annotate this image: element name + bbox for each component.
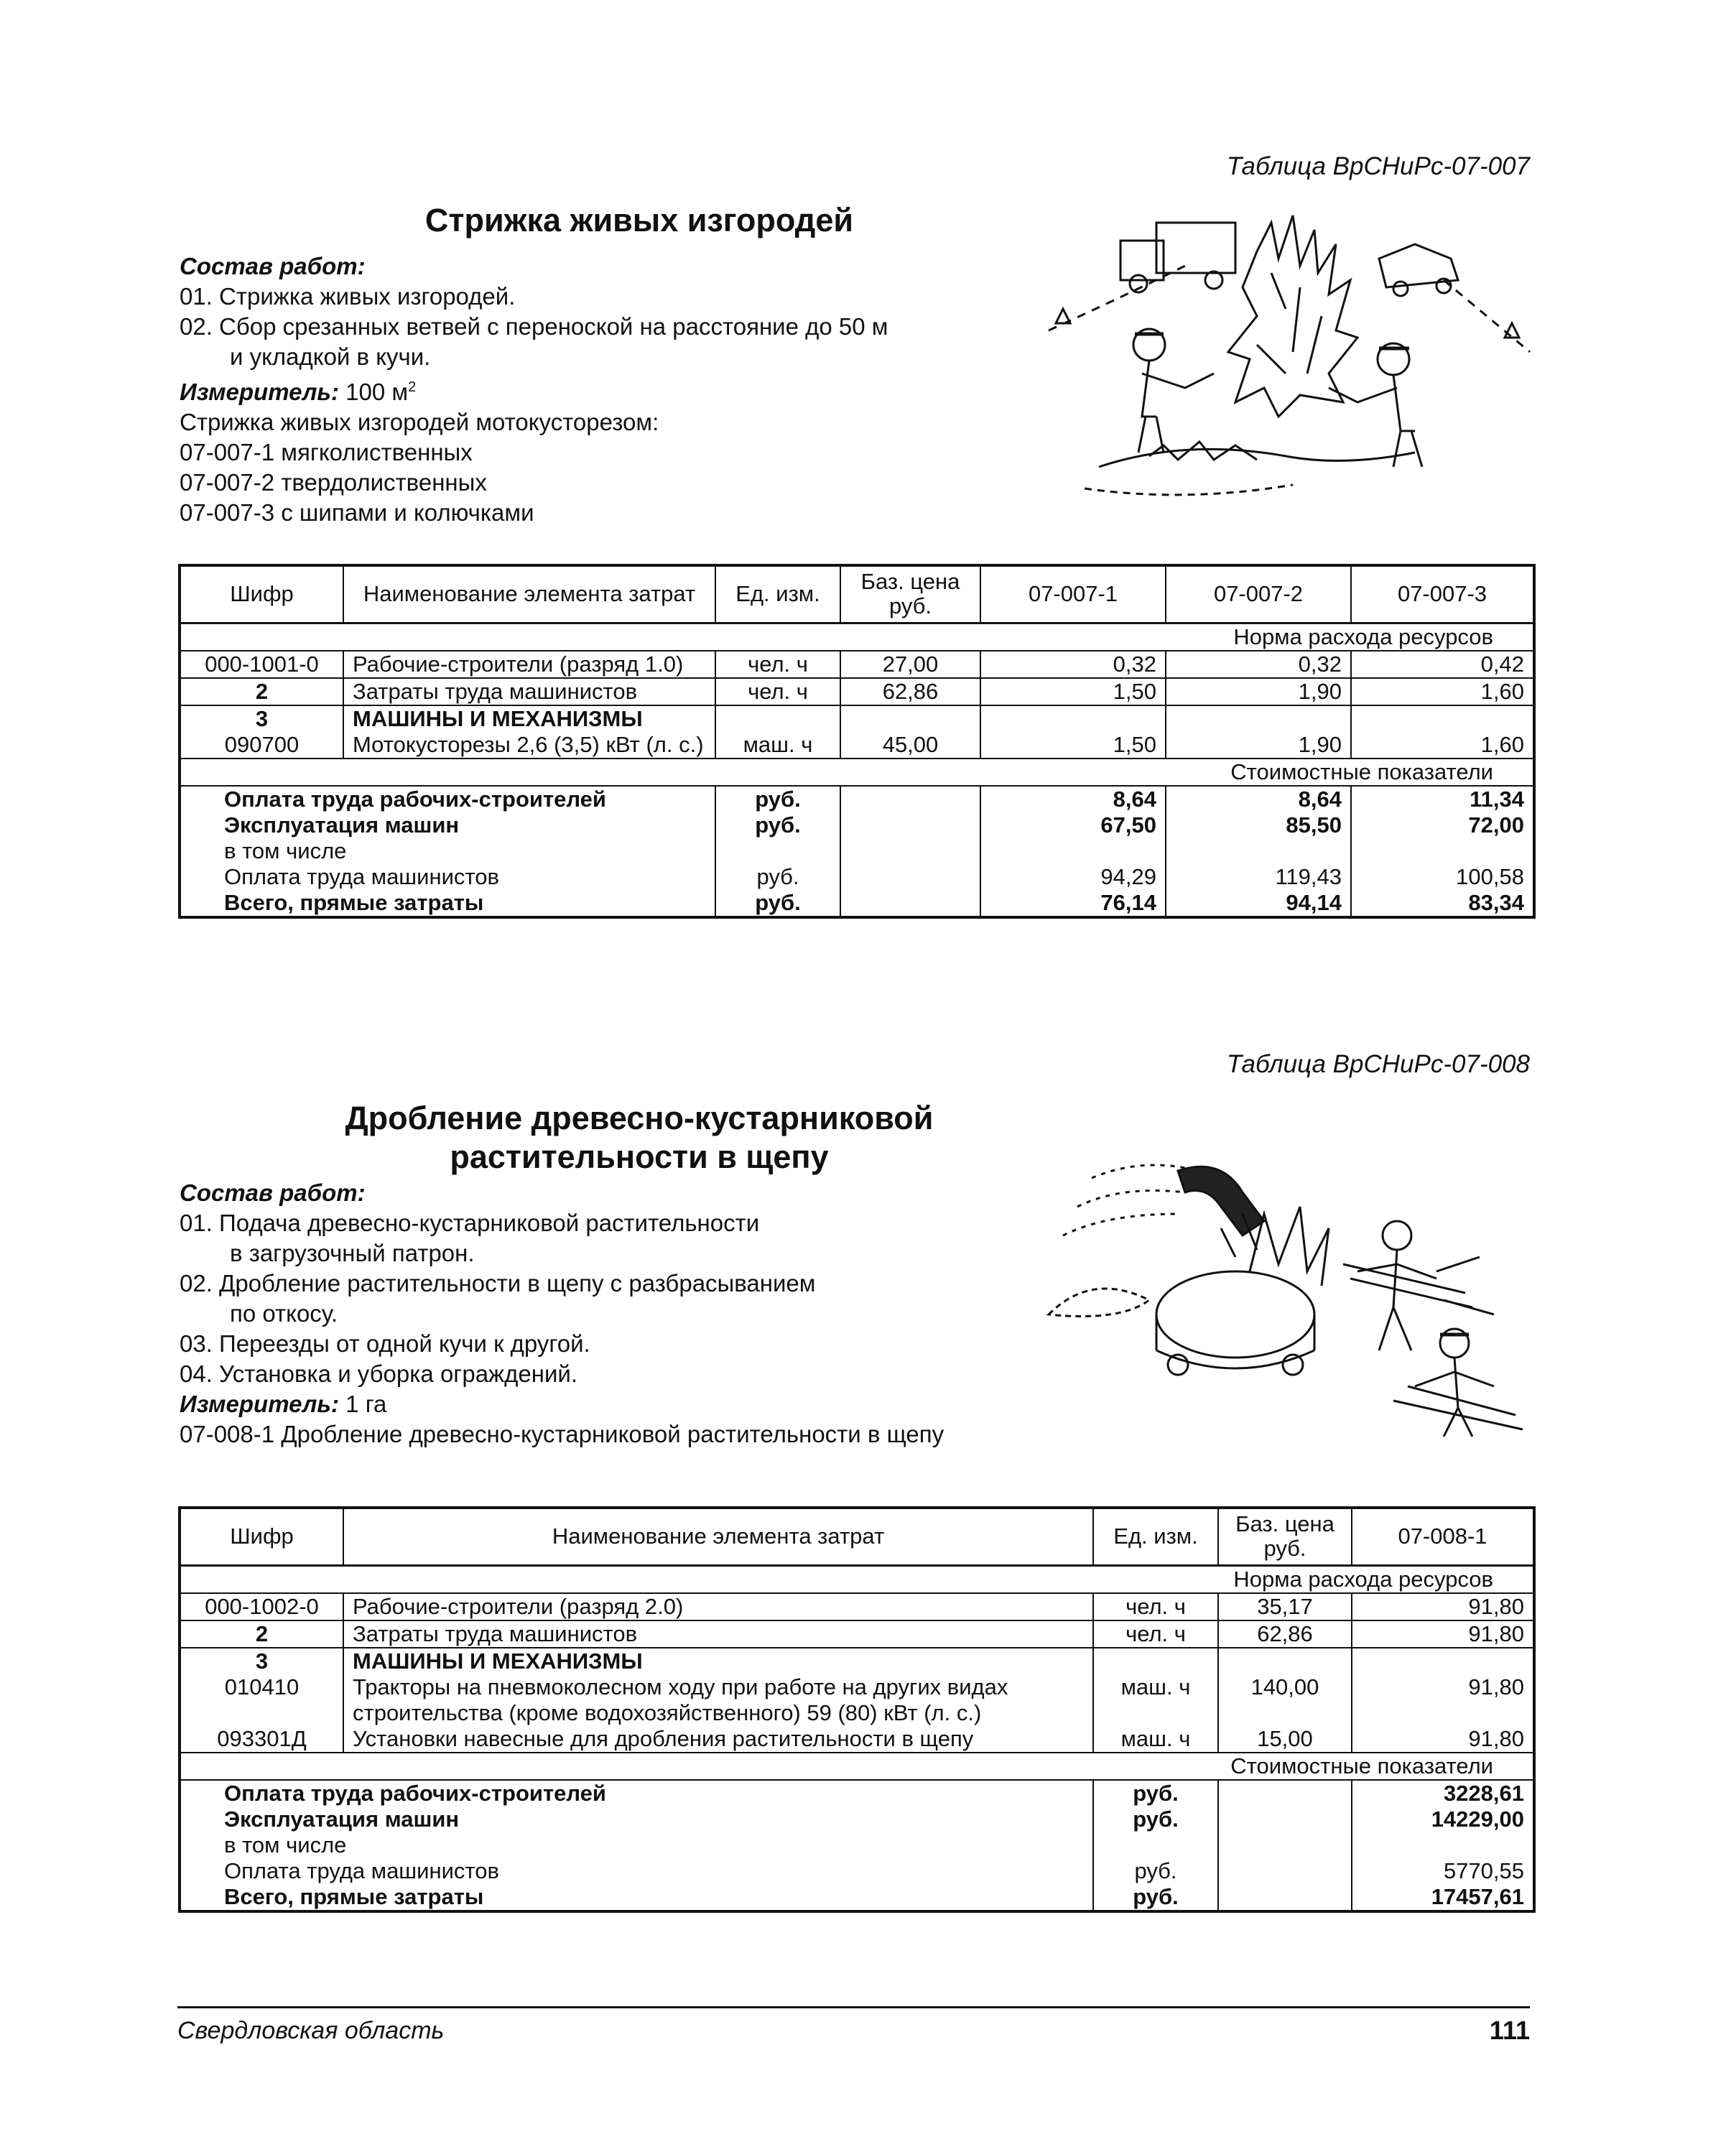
header-col3: 07-007-3 xyxy=(1351,565,1534,623)
composition-item: 02. Дробление растительности в щепу с разбрасыванием xyxy=(180,1270,816,1297)
header-col1: 07-007-1 xyxy=(980,565,1166,623)
totals-block xyxy=(180,786,1534,917)
header-price: Баз. цена руб. xyxy=(840,565,980,623)
measure-value: 1 га xyxy=(345,1391,387,1417)
composition-heading: Состав работ: xyxy=(180,253,366,279)
total-unit: руб. xyxy=(756,863,799,889)
footer-region: Свердловская область xyxy=(177,2017,445,2044)
total-unit: руб. xyxy=(1133,1806,1179,1832)
hedge-trimming-illustration xyxy=(1041,208,1537,510)
table-row xyxy=(180,651,1534,678)
norm-header: Норма расхода ресурсов xyxy=(180,623,1534,651)
row-code: 010410 xyxy=(224,1674,300,1699)
total-value: 76,14 xyxy=(1100,889,1156,915)
totals-block xyxy=(180,1780,1534,1911)
measure-sup: 2 xyxy=(408,379,417,395)
cost-table-07-008 xyxy=(178,1506,1536,1913)
total-value: 17457,61 xyxy=(1431,1883,1524,1909)
total-value: 67,50 xyxy=(1100,812,1156,838)
section-title-line: Дробление древесно-кустарниковой xyxy=(345,1100,934,1136)
cost-header-row xyxy=(180,1753,1534,1780)
row-price: 62,86 xyxy=(1218,1620,1352,1648)
total-label: в том числе xyxy=(224,1832,347,1858)
row-unit: маш. ч xyxy=(1120,1725,1191,1751)
header-col2: 07-007-2 xyxy=(1166,565,1351,623)
row-value: 0,32 xyxy=(1166,651,1351,678)
work-composition xyxy=(180,1178,1077,1450)
row-name: Затраты труда машинистов xyxy=(343,1620,1093,1648)
row-value: 91,80 xyxy=(1468,1725,1524,1751)
group-code: 3 xyxy=(255,1648,269,1674)
total-value: 85,50 xyxy=(1286,812,1342,838)
measure-line xyxy=(180,1389,1077,1419)
cost-header: Стоимостные показатели xyxy=(180,759,1534,786)
table-row xyxy=(180,705,1534,759)
row-code: 090700 xyxy=(224,731,300,757)
measure-value: 100 м xyxy=(345,379,409,405)
row-value: 1,60 xyxy=(1351,678,1534,705)
total-value: 8,64 xyxy=(1298,786,1342,812)
composition-heading: Состав работ: xyxy=(180,1179,366,1206)
method-line: Стрижка живых изгородей мотокусторезом: xyxy=(180,409,659,435)
composition-item: и укладкой в кучи. xyxy=(230,343,431,370)
table-row xyxy=(180,1648,1534,1753)
header-name: Наименование элемента затрат xyxy=(343,1508,1093,1565)
row-value: 1,50 xyxy=(980,678,1166,705)
total-label: Эксплуатация машин xyxy=(224,812,460,838)
row-price: 15,00 xyxy=(1257,1725,1313,1751)
composition-item: 02. Сбор срезанных ветвей с переноской на расстояние до 50 м xyxy=(180,313,888,340)
total-label: Оплата труда машинистов xyxy=(224,863,499,889)
row-unit: чел. ч xyxy=(1093,1620,1218,1648)
total-value: 83,34 xyxy=(1468,889,1524,915)
total-unit: руб. xyxy=(755,786,801,812)
row-unit: маш. ч xyxy=(1120,1674,1191,1699)
row-code: 093301Д xyxy=(217,1725,307,1751)
row-code: 000-1002-0 xyxy=(180,1593,343,1620)
row-value: 1,50 xyxy=(1113,731,1156,757)
total-label: Оплата труда рабочих-строителей xyxy=(224,1780,606,1806)
norm-header-row xyxy=(180,1565,1534,1593)
row-value: 1,90 xyxy=(1298,731,1342,757)
composition-item: 03. Переезды от одной кучи к другой. xyxy=(180,1330,590,1357)
total-value: 72,00 xyxy=(1468,812,1524,838)
table-header-row xyxy=(180,1508,1534,1565)
composition-item: 04. Установка и уборка ограждений. xyxy=(180,1360,577,1387)
total-value: 3228,61 xyxy=(1443,1780,1524,1806)
total-label: Оплата труда машинистов xyxy=(224,1858,499,1883)
cost-table-07-007 xyxy=(178,564,1536,919)
group-name: МАШИНЫ И МЕХАНИЗМЫ xyxy=(353,705,643,731)
variant-item: 07-007-1 мягколиственных xyxy=(180,439,473,465)
header-name: Наименование элемента затрат xyxy=(343,565,715,623)
row-value: 91,80 xyxy=(1352,1593,1534,1620)
row-code: 2 xyxy=(180,1620,343,1648)
row-code: 2 xyxy=(180,678,343,705)
row-name: Рабочие-строители (разряд 1.0) xyxy=(343,651,715,678)
table-row xyxy=(180,1593,1534,1620)
row-unit: чел. ч xyxy=(715,651,840,678)
section-title-line: растительности в щепу xyxy=(450,1138,829,1175)
composition-item: 01. Стрижка живых изгородей. xyxy=(180,283,516,310)
row-unit: маш. ч xyxy=(743,731,813,757)
total-unit: руб. xyxy=(1134,1858,1177,1883)
total-value: 5770,55 xyxy=(1443,1858,1524,1883)
total-value: 94,29 xyxy=(1100,863,1156,889)
header-unit: Ед. изм. xyxy=(1093,1508,1218,1565)
row-value: 0,42 xyxy=(1351,651,1534,678)
total-unit: руб. xyxy=(755,812,801,838)
cost-header-row xyxy=(180,759,1534,786)
table-header-row xyxy=(180,565,1534,623)
total-value: 11,34 xyxy=(1470,786,1524,812)
total-value: 8,64 xyxy=(1113,786,1156,812)
row-price: 45,00 xyxy=(882,731,939,757)
row-value: 1,90 xyxy=(1166,678,1351,705)
row-price: 140,00 xyxy=(1250,1674,1319,1699)
total-label: Всего, прямые затраты xyxy=(224,1883,484,1909)
norm-header: Норма расхода ресурсов xyxy=(180,1565,1534,1593)
total-unit: руб. xyxy=(1133,1780,1179,1806)
total-value: 119,43 xyxy=(1275,863,1342,889)
row-value: 1,60 xyxy=(1480,731,1524,757)
cost-header: Стоимостные показатели xyxy=(180,1753,1534,1780)
group-name: МАШИНЫ И МЕХАНИЗМЫ xyxy=(353,1648,643,1674)
row-price: 35,17 xyxy=(1218,1593,1352,1620)
composition-item: в загрузочный патрон. xyxy=(230,1240,475,1266)
work-composition xyxy=(180,251,1006,528)
total-unit: руб. xyxy=(755,889,801,915)
header-col1: 07-008-1 xyxy=(1352,1508,1534,1565)
row-value: 91,80 xyxy=(1468,1674,1524,1699)
variant-item: 07-007-2 твердолиственных xyxy=(180,469,487,496)
measure-label: Измеритель: xyxy=(180,1391,339,1417)
section-title: Стрижка живых изгородей xyxy=(424,202,854,238)
row-value: 91,80 xyxy=(1352,1620,1534,1648)
row-unit: чел. ч xyxy=(1093,1593,1218,1620)
composition-item: 01. Подача древесно-кустарниковой растительности xyxy=(180,1210,760,1236)
total-value: 94,14 xyxy=(1286,889,1342,915)
row-price: 27,00 xyxy=(840,651,980,678)
group-code: 3 xyxy=(255,705,269,731)
row-name: Рабочие-строители (разряд 2.0) xyxy=(343,1593,1093,1620)
total-label: Эксплуатация машин xyxy=(224,1806,460,1832)
header-code: Шифр xyxy=(180,1508,343,1565)
total-value: 100,58 xyxy=(1456,863,1524,889)
row-value: 0,32 xyxy=(980,651,1166,678)
measure-label: Измеритель: xyxy=(180,379,339,405)
table-label: Таблица ВрСНиРс-07-007 xyxy=(1226,152,1530,180)
total-value: 14229,00 xyxy=(1431,1806,1524,1832)
total-label: Всего, прямые затраты xyxy=(224,889,484,915)
header-unit: Ед. изм. xyxy=(715,565,840,623)
page-number: 111 xyxy=(1489,2016,1530,2045)
norm-header-row xyxy=(180,623,1534,651)
table-row xyxy=(180,678,1534,705)
table-label: Таблица ВрСНиРс-07-008 xyxy=(1226,1050,1530,1078)
footer-divider xyxy=(177,2006,1530,2008)
table-row xyxy=(180,1620,1534,1648)
variant-item: 07-007-3 с шипами и колючками xyxy=(180,499,534,526)
total-label: Оплата труда рабочих-строителей xyxy=(224,786,606,812)
wood-chipper-illustration xyxy=(1034,1128,1537,1444)
total-label: в том числе xyxy=(224,838,347,863)
composition-item: по откосу. xyxy=(230,1300,338,1327)
header-price: Баз. цена руб. xyxy=(1218,1508,1352,1565)
header-code: Шифр xyxy=(180,565,343,623)
measure-line xyxy=(180,372,1006,407)
row-price: 62,86 xyxy=(840,678,980,705)
row-unit: чел. ч xyxy=(715,678,840,705)
row-name: Тракторы на пневмоколесном ходу при работе на других видах строительства (кроме водохозяйственного) 59 (80) кВт (л. с.) xyxy=(353,1674,1008,1725)
row-name: Затраты труда машинистов xyxy=(343,678,715,705)
total-unit: руб. xyxy=(1133,1883,1179,1909)
row-code: 000-1001-0 xyxy=(180,651,343,678)
row-name: Мотокусторезы 2,6 (3,5) кВт (л. с.) xyxy=(353,731,704,757)
variant-item: 07-008-1 Дробление древесно-кустарниковой растительности в щепу xyxy=(180,1421,944,1447)
section-title xyxy=(287,1099,991,1177)
row-name: Установки навесные для дробления растительности в щепу xyxy=(353,1725,974,1751)
